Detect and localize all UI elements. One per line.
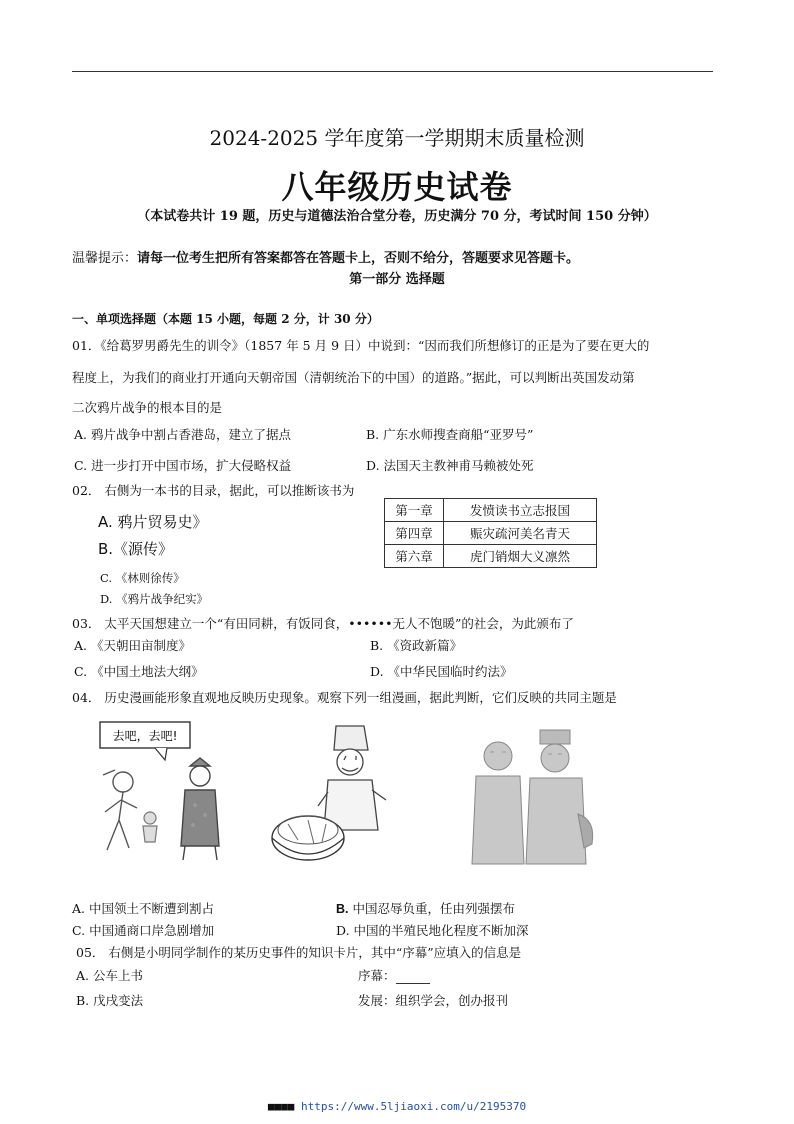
footer-logo: ■■■■ (267, 1100, 301, 1113)
q02-option-d[interactable]: D. 《鸦片战争纪实》 (100, 592, 209, 606)
q02-option-b[interactable]: B.《源传》 (98, 540, 174, 558)
q02-option-a[interactable]: A. 鸦片贸易史》 (98, 513, 208, 531)
table-row (385, 499, 597, 522)
page-title: 八年级历史试卷 (281, 168, 513, 206)
q03-option-b[interactable]: B. 《资政新篇》 (370, 638, 463, 653)
q04-stem: 04． 历史漫画能形象直观地反映历史现象。观察下列一组漫画，据此判断，它们反映的共同主题是 (72, 690, 617, 705)
table-row (385, 522, 597, 545)
q03-option-a[interactable]: A. 《天朝田亩制度》 (74, 638, 191, 653)
answer-blank[interactable] (396, 971, 430, 984)
q04-option-c[interactable]: C. 中国通商口岸急剧增加 (72, 923, 215, 938)
cartoon-2-image (268, 720, 408, 870)
q02-stem: 02． 右侧为一本书的目录，据此，可以推断该书为 (72, 483, 355, 498)
section-title: 一、单项选择题（本题 15 小题，每题 2 分，计 30 分） (72, 312, 379, 326)
q01-option-c[interactable]: C. 进一步打开中国市场，扩大侵略权益 (74, 458, 292, 473)
toc-chapter: 第一章 (385, 499, 444, 522)
q01-option-d[interactable]: D. 法国天主教神甫马赖被处死 (366, 458, 534, 473)
q04-option-b-text: 中国忍辱负重，任由列强摆布 (348, 901, 515, 916)
q03-option-c[interactable]: C. 《中国土地法大纲》 (74, 664, 204, 679)
q05-card-line1 (358, 966, 430, 984)
q05-card-line2: 发展：组织学会，创办报刊 (358, 993, 509, 1008)
q01-option-a[interactable]: A. 鸦片战争中割占香港岛，建立了据点 (74, 427, 291, 442)
q04-option-b-letter: B. (336, 902, 349, 916)
toc-title: 虎门销烟大义凛然 (444, 545, 597, 568)
warm-tip (72, 247, 579, 266)
top-rule (72, 71, 713, 72)
q01-option-b[interactable]: B. 广东水师搜查商船“亚罗号” (366, 427, 534, 442)
q01-line3: 二次鸦片战争的根本目的是 (72, 400, 223, 415)
footer (0, 1100, 794, 1113)
cartoon-3-image (460, 724, 610, 874)
cartoon-1-image (95, 720, 235, 870)
q04-option-b[interactable] (336, 899, 515, 917)
q05-card-label: 序幕： (358, 968, 396, 983)
tip-label: 温馨提示： (72, 251, 138, 266)
q05-option-b[interactable]: B. 戊戌变法 (76, 993, 144, 1008)
q03-option-d[interactable]: D. 《中华民国临时约法》 (370, 664, 513, 679)
bubble-text: 去吧，去吧! (112, 729, 178, 743)
part-title: 第一部分 选择题 (349, 272, 445, 287)
toc-title: 发愤读书立志报国 (444, 499, 597, 522)
exam-subtitle: 2024-2025 学年度第一学期期末质量检测 (209, 126, 585, 150)
q04-option-a[interactable]: A. 中国领土不断遭到割占 (72, 901, 214, 916)
book-contents-table (384, 498, 597, 568)
q05-option-a[interactable]: A. 公车上书 (76, 968, 143, 983)
toc-chapter: 第六章 (385, 545, 444, 568)
q01-line2: 程度上，为我们的商业打开通向天朝帝国（清朝统治下的中国）的道路。”据此，可以判断出英国发动第 (72, 370, 635, 385)
toc-title: 赈灾疏河美名青天 (444, 522, 597, 545)
footer-link[interactable]: https://www.5ljiaoxi.com/u/2195370 (300, 1100, 527, 1113)
q03-stem: 03． 太平天国想建立一个“有田同耕，有饭同食，••••••无人不饱暖”的社会，为此颁布了 (72, 616, 574, 631)
q01-line1: 01．《给葛罗男爵先生的训令》（1857 年 5 月 9 日）中说到：“因而我们所想修订的正是为了要在更大的 (72, 338, 650, 353)
toc-chapter: 第四章 (385, 522, 444, 545)
q05-stem: 05． 右侧是小明同学制作的某历史事件的知识卡片，其中“序幕”应填入的信息是 (76, 945, 522, 960)
q02-option-c[interactable]: C. 《林则徐传》 (100, 571, 185, 585)
table-row (385, 545, 597, 568)
q04-option-d[interactable]: D. 中国的半殖民地化程度不断加深 (336, 923, 529, 938)
tip-text: 请每一位考生把所有答案都答在答题卡上，否则不给分，答题要求见答题卡。 (137, 251, 580, 266)
exam-note: （本试卷共计 19 题，历史与道德法治合堂分卷，历史满分 70 分，考试时间 150 分钟） (137, 209, 657, 224)
